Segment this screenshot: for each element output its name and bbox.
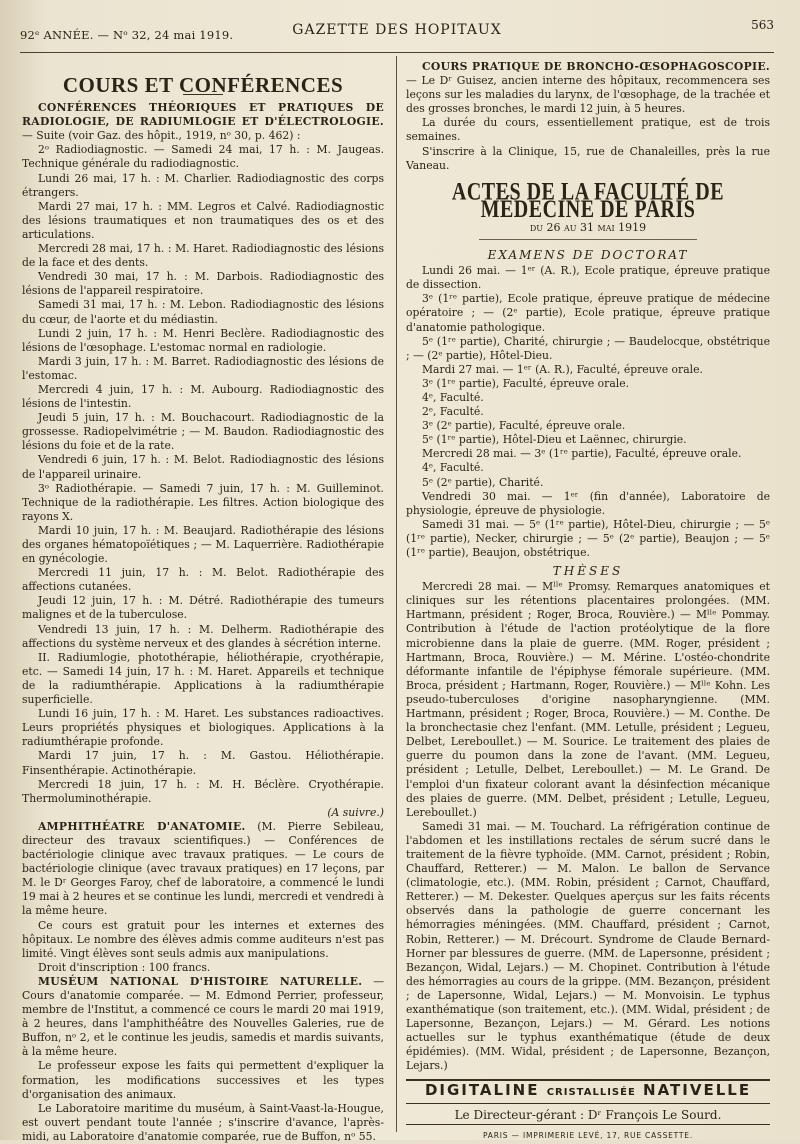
paragraph-lead: COURS PRATIQUE DE BRONCHO-ŒSOPHAGOSCOPIE. <box>422 60 770 73</box>
paragraph: Jeudi 5 juin, 17 h. : M. Bouchacourt. Radiodiagnostic de la grossesse. Radiopelvimétrie ; — M. Baudon. Radiodiagnostic des lésions du foie et de la rate. <box>22 411 384 453</box>
paragraph-body: — Le Dʳ Guisez, ancien interne des hôpitaux, recommencera ses leçons sur les maladies du larynx, de l'œsophage, de la trachée et des grosses bronches, le mardi 12 juin, à 5 heures. <box>406 74 770 116</box>
section-title-cours: COURS ET CONFÉRENCES <box>62 73 344 97</box>
paragraph: Mercredi 11 juin, 17 h. : M. Belot. Radiothérapie des affections cutanées. <box>22 566 384 594</box>
paragraph: Le Laboratoire maritime du muséum, à Saint-Vaast-la-Hougue, est ouvert pendant toute l'année ; s'inscrire d'avance, l'après-midi, au Laboratoire d'anatomie comparée, rue de Buffon, nᵒ 55. <box>22 1101 384 1143</box>
exam-entry: 3ᵉ (1ʳᵉ partie), Ecole pratique, épreuve pratique de médecine opératoire ; — (2ᵉ partie), Ecole pratique, épreuve pratique d'anatomie pathologique. <box>406 292 770 334</box>
paragraph: Mardi 3 juin, 17 h. : M. Barret. Radiodiagnostic des lésions de l'estomac. <box>22 354 384 382</box>
paragraph: Ce cours est gratuit pour les internes et externes des hôpitaux. Le nombre des élèves admis comme auditeurs n'est pas limité. Vingt élèves sont seuls admis aux manipulations. <box>22 918 384 960</box>
exam-entry: 3ᵉ (1ʳᵉ partie), Faculté, épreuve orale. <box>422 376 630 390</box>
paragraph: Mardi 27 mai, 17 h. : MM. Legros et Calvé. Radiodiagnostic des lésions traumatiques et non traumatiques des os et des articulations. <box>22 199 384 241</box>
exam-entry: 4ᵉ, Faculté. <box>422 390 484 404</box>
paragraph: Mercredi 28 mai, 17 h. : M. Haret. Radiodiagnostic des lésions de la face et des dents. <box>22 242 384 270</box>
paragraph: Mardi 17 juin, 17 h. : M. Gastou. Héliothérapie. Finsenthérapie. Actinothérapie. <box>22 749 384 777</box>
paragraph <box>22 101 384 143</box>
page-number: 563 <box>751 18 774 32</box>
paragraph-lead: AMPHITHÉATRE D'ANATOMIE. <box>38 819 246 833</box>
exam-entry: 3ᵉ (2ᵉ partie), Faculté, épreuve orale. <box>422 419 626 433</box>
paragraph: Mercredi 18 juin, 17 h. : M. H. Béclère. Cryothérapie. Thermoluminothérapie. <box>22 777 384 805</box>
right-column <box>406 60 770 1143</box>
exam-entry: Mercredi 28 mai. — 3ᵉ (1ʳᵉ partie), Faculté, épreuve orale. <box>422 447 742 461</box>
exams-heading: EXAMENS DE DOCTORAT <box>487 248 689 263</box>
to-be-continued: (A suivre.) <box>327 805 384 819</box>
paragraph: Jeudi 12 juin, 17 h. : M. Détré. Radiothérapie des tumeurs malignes et de la tuberculose. <box>22 594 384 622</box>
paragraph: Vendredi 6 juin, 17 h. : M. Belot. Radiodiagnostic des lésions de l'appareil urinaire. <box>22 453 384 481</box>
paragraph-lead: MUSÉUM NATIONAL D'HISTOIRE NATURELLE. <box>38 974 363 988</box>
page-header <box>20 18 774 44</box>
paragraph: Le professeur expose les faits qui permettent d'expliquer la formation, les modifications successives et les types d'organisation des animaux. <box>22 1059 384 1101</box>
paragraph: II. Radiumlogie, photothérapie, héliothérapie, cryothérapie, etc. — Samedi 14 juin, 17 h. : M. Haret. Appareils et technique de la radiumthérapie. Applications à la radiumthérapie superficielle. <box>22 650 384 707</box>
exam-entry: Samedi 31 mai. — 5ᵉ (1ʳᵉ partie), Hôtel-Dieu, chirurgie ; — 5ᵉ (1ʳᵉ partie), Necker, chirurgie ; — 5ᵉ (2ᵉ partie), Beaujon ; — 5ᵉ (1ʳᵉ partie), Beaujon, obstétrique. <box>406 517 770 559</box>
paragraph: 2ᵒ Radiodiagnostic. — Samedi 24 mai, 17 h. : M. Jaugeas. Technique générale du radiodiagnostic. <box>22 143 384 171</box>
printer-line: PARIS — IMPRIMERIE LEVÉ, 17, RUE CASSETTE. <box>482 1130 694 1140</box>
header-rule <box>20 52 774 53</box>
paragraph-body: (M. Pierre Sebileau, directeur des travaux scientifiques.) — Conférences de bactériologie clinique avec travaux pratiques. — Le cours de bactériologie clinique (avec travaux pratiques) en 17 leçons, par M. le Dʳ Georges Faroy, chef de laboratoire, a commencé le lundi 19 mai à 2 heures et se continue les lundi, mercredi et vendredi à la même heure. <box>22 819 384 918</box>
exam-entry: Lundi 26 mai. — 1ᵉʳ (A. R.), Ecole pratique, épreuve pratique de dissection. <box>406 264 770 292</box>
advert-word: DIGITALINE <box>424 1081 540 1100</box>
paragraph: Samedi 31 mai, 17 h. : M. Lebon. Radiodiagnostic des lésions du cœur, de l'aorte et du médiastin. <box>22 298 384 326</box>
paragraph: Lundi 16 juin, 17 h. : M. Haret. Les substances radioactives. Leurs propriétés physiques et biologiques. Applications à la radiumthérapie profonde. <box>22 707 384 749</box>
paragraph-body: — Cours d'anatomie comparée. — M. Edmond Perrier, professeur, membre de l'Institut, a commencé ce cours le mardi 20 mai 1919, à 2 heures, dans l'amphithéâtre des Nouvelles Galeries, rue de Buffon, nᵒ 2, et le continue les jeudis, samedis et mardis suivants, à la même heure. <box>22 974 384 1059</box>
paragraph: Mardi 10 juin, 17 h. : M. Beaujard. Radiothérapie des lésions des organes hématopoïétiques ; — M. Laquerrière. Radiothérapie en gynécologie. <box>22 523 384 566</box>
acts-dates: du 26 au 31 mai 1919 <box>529 220 647 234</box>
paragraph: La durée du cours, essentiellement pratique, est de trois semaines. <box>406 116 770 144</box>
advert-word: CRISTALLISÉE <box>546 1087 636 1099</box>
exam-entry: 5ᵉ (1ʳᵉ partie), Hôtel-Dieu et Laënnec, chirurgie. <box>422 433 687 447</box>
paragraph: Droit d'inscription : 100 francs. <box>38 960 211 974</box>
exam-entry: Vendredi 30 mai. — 1ᵉʳ (fin d'année), Laboratoire de physiologie, épreuve de physiologie. <box>406 489 770 517</box>
paragraph: Vendredi 30 mai, 17 h. : M. Darbois. Radiodiagnostic des lésions de l'appareil respiratoire. <box>22 270 384 298</box>
exam-entry: 5ᵉ (2ᵉ partie), Charité. <box>422 475 544 489</box>
paragraph-body: — Suite (voir Gaz. des hôpit., 1919, nᵒ 30, p. 462) : <box>22 129 301 143</box>
journal-title: GAZETTE DES HOPITAUX <box>292 22 502 38</box>
paragraph <box>22 820 384 919</box>
paragraph: Lundi 2 juin, 17 h. : M. Henri Beclère. Radiodiagnostic des lésions de l'œsophage. L'estomac normal en radiologie. <box>22 326 384 354</box>
paragraph <box>406 60 770 116</box>
thesis-entry: Samedi 31 mai. — M. Touchard. La réfrigération continue de l'abdomen et les instillations rectales de sérum sucré dans le traitement de la fièvre typhoïde. (MM. Carnot, président ; Robin, Chauffard, Retterer.) — M. Malon. Le ballon de Servance (climatologie, etc.). (MM. Robin, président ; Carnot, Chauffard, Retterer.) — M. Dekester. Quelques aperçus sur les faits récents observés dans la pathologie de guerre concernant les hémorragies méningées. (MM. Chauffard, président ; Carnot, Robin, Retterer.) — M. Drécourt. Syndrome de Claude Bernard-Horner par blessures de guerre. (MM. de Lapersonne, président ; Bezançon, Widal, Lejars.) — M. Chopinet. Contribution à l'étude des hémorragies au cours de la grippe. (MM. Bezançon, président ; de Lapersonne, Widal, Lejars.) — M. Monvoisin. Le typhus exanthématique (son traitement, etc.). (MM. Widal, président ; de Lapersonne, Bezançon, Lejars.) — M. Gérard. Les notions actuelles sur le typhus exanthématique (étude de deux épidémies). (MM. Widal, président ; de Lapersonne, Bezançon, Lejars.) <box>406 819 770 1073</box>
paragraph: Vendredi 13 juin, 17 h. : M. Delherm. Radiothérapie des affections du système nerveux et des glandes à sécrétion interne. <box>22 622 384 650</box>
paragraph: Lundi 26 mai, 17 h. : M. Charlier. Radiodiagnostic des corps étrangers. <box>22 171 384 199</box>
thesis-entry: Mercredi 28 mai. — Mˡˡᵉ Promsy. Remarques anatomiques et cliniques sur les rétentions placentaires prolongées. (MM. Hartmann, président ; Roger, Broca, Rouvière.) — Mˡˡᵉ Pommay. Contribution à l'étude de l'action protéolytique de la flore microbienne dans la plaie de guerre. (MM. Roger, président ; Hartmann, Broca, Rouvière.) — M. Mérine. L'ostéo-chondrite déformante infantile de l'épiphyse fémorale supérieure. (MM. Broca, président ; Hartmann, Roger, Rouvière.) — Mˡˡᵉ Kohn. Les pseudo-tuberculoses d'origine nasopharyngienne. (MM. Hartmann, président ; Roger, Broca, Rouvière.) — M. Conthe. De la bronchectasie chez l'enfant. (MM. Letulle, président ; Legueu, Delbet, Lereboullet.) — M. Sourice. Le traitement des plaies de guerre du poumon dans la zone de l'avant. (MM. Legueu, président ; Letulle, Delbet, Lereboullet.) — M. Le Grand. De l'emploi d'un fixateur colorant avant la désinfection mécanique des plaies de guerre. (MM. Delbet, président ; Letulle, Legueu, Lereboullet.) <box>406 580 770 819</box>
exam-entry: 4ᵉ, Faculté. <box>422 461 484 475</box>
thin-rule <box>479 239 697 240</box>
paragraph: S'inscrire à la Clinique, 15, rue de Chanaleilles, près la rue Vaneau. <box>406 144 770 172</box>
paragraph <box>22 975 384 1060</box>
theses-heading: THÈSES <box>552 564 624 579</box>
advert-word: NATIVELLE <box>643 1081 752 1100</box>
section-title-actes: ACTES DE LA FACULTÉ DE MÉDECINE DE PARIS <box>451 178 725 224</box>
paragraph-lead: CONFÉRENCES THÉORIQUES ET PRATIQUES DE RADIOLOGIE, DE RADIUMLOGIE ET D'ÉLECTROLOGIE. <box>22 101 384 129</box>
paragraph: Mercredi 4 juin, 17 h. : M. Aubourg. Radiodiagnostic des lésions de l'intestin. <box>22 382 384 411</box>
exam-entry: 5ᵉ (1ʳᵉ partie), Charité, chirurgie ; — Baudelocque, obstétrique ; — (2ᵉ partie), Hôtel-Dieu. <box>406 334 770 362</box>
issue-line: 92ᵉ ANNÉE. — Nᵒ 32, 24 mai 1919. <box>20 28 234 42</box>
column-divider <box>396 56 397 1132</box>
left-column <box>22 60 384 1144</box>
exam-entry: 2ᵉ, Faculté. <box>422 405 484 419</box>
digitaline-advert <box>406 1079 770 1103</box>
paragraph: 3ᵒ Radiothérapie. — Samedi 7 juin, 17 h. : M. Guilleminot. Technique de la radiothérapie. Les filtres. Action biologique des rayons X. <box>22 481 384 523</box>
director-line: Le Directeur-gérant : Dʳ François Le Sourd. <box>406 1108 770 1125</box>
exam-entry: Mardi 27 mai. — 1ᵉʳ (A. R.), Faculté, épreuve orale. <box>422 362 703 376</box>
